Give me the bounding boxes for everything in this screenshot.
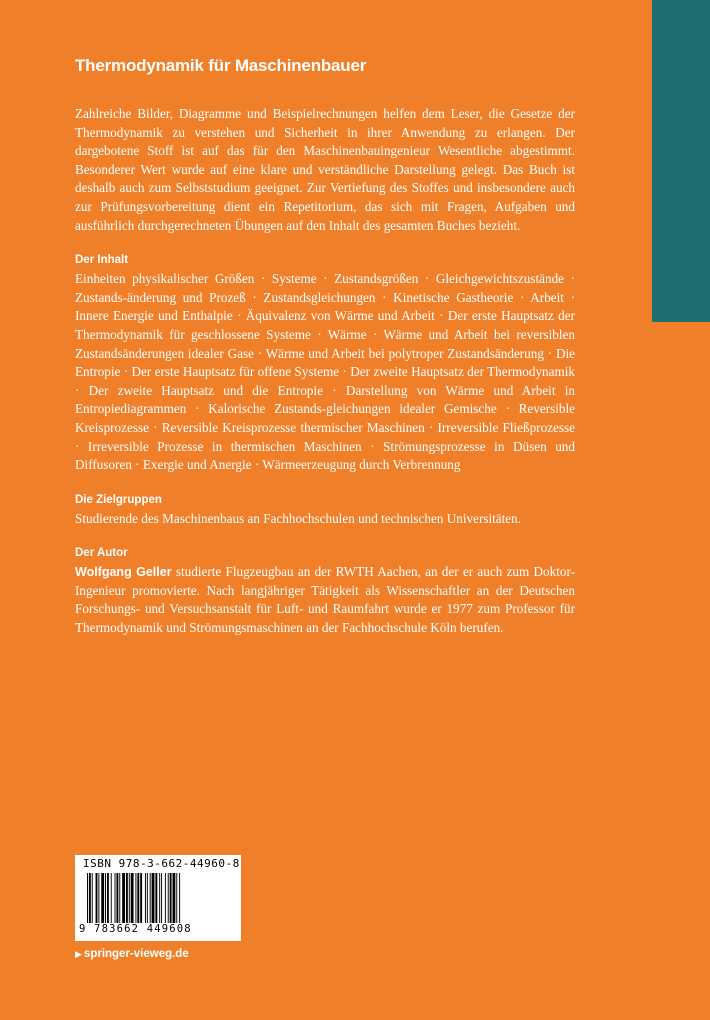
barcode-bar [179, 873, 180, 923]
section-heading-zielgruppen: Die Zielgruppen [75, 493, 162, 506]
barcode-bar [173, 873, 176, 923]
barcode-bar [140, 873, 142, 923]
barcode-bar [92, 873, 93, 923]
barcode-bar [129, 873, 130, 923]
barcode-bar [126, 873, 128, 923]
barcode-bar [152, 873, 155, 923]
isbn-barcode [75, 855, 241, 941]
isbn-label: ISBN 978-3-662-44960-8 [83, 857, 240, 870]
section-heading-inhalt: Der Inhalt [75, 254, 129, 267]
barcode-bars [87, 873, 235, 923]
barcode-bar [122, 873, 125, 923]
intro-paragraph: Zahlreiche Bilder, Diagramme und Beispielrechnungen helfen dem Leser, die Gesetze der Thermodynamik zu verstehen und Sicherheit in ihrer Anwendung zu erlangen. Der dargebotene Stoff ist auf das für den Maschinenbauingenieur Wesentliche abgestimmt. Besonderer Wert wurde auf eine klare und verständliche Darstellung gelegt. Das Buch ist deshalb auch zum Selbststudium geeignet. Zur Vertiefung des Stoffes und insbesondere auch zur Prüfungsvorbereitung dient ein Repetitorium, das sich mit Fragen, Aufgaben und ausführlich durchgerechneten Übungen auf den Inhalt des gesamten Buches bezieht. [75, 106, 575, 233]
barcode-bar [145, 873, 146, 923]
inhalt-paragraph: Einheiten physikalischer Größen · Systeme · Zustandsgrößen · Gleichgewichtszustände · Zustands-änderung und Prozeß · Zustandsgleichungen · Kinetische Gastheorie · Arbeit · Innere Energie und Enthalpie · Äquivalenz von Wärme und Arbeit · Der erste Hauptsatz der Thermodynamik für geschlossene Systeme · Wärme · Wärme und Arbeit bei reversiblen Zustandsänderungen idealer Gase · Wärme und Arbeit bei polytroper Zustandsänderung · Die Entropie · Der erste Hauptsatz für offene Systeme · Der zweite Hauptsatz der Thermodynamik · Der zweite Hauptsatz und die Entropie · Darstellung von Wärme und Arbeit in Entropiediagrammen · Kalorische Zustands-gleichungen idealer Gemische · Reversible Kreisprozesse · Reversible Kreisprozesse thermischer Maschinen · Irreversible Fließprozesse · Irreversible Prozesse in thermischen Maschinen · Strömungsprozesse in Düsen und Diffusoren · Exergie und Anergie · Wärmeerzeugung durch Verbrennung [75, 271, 575, 473]
barcode-digits: 9 783662 449608 [79, 923, 192, 935]
barcode-bar [147, 873, 148, 923]
barcode-bar [155, 873, 157, 923]
barcode-bar [135, 873, 136, 923]
website-link[interactable] [75, 948, 189, 960]
triangle-right-icon: ▶ [75, 949, 82, 959]
zielgruppen-paragraph: Studierende des Maschinenbaus an Fachhochschulen und technischen Universitäten. [75, 510, 522, 526]
barcode-bar [87, 873, 88, 923]
website-text: springer-vieweg.de [83, 948, 189, 960]
barcode-bar [116, 873, 118, 923]
barcode-bar [150, 873, 151, 923]
barcode-bar [119, 873, 120, 923]
barcode-bar [101, 873, 104, 923]
accent-bar [652, 0, 710, 322]
barcode-bar [159, 873, 160, 923]
barcode-bar [176, 873, 177, 923]
autor-paragraph [75, 563, 575, 637]
barcode-bar [165, 873, 166, 923]
barcode-bar [98, 873, 99, 923]
main-content [75, 105, 575, 638]
author-name: Wolfgang Geller [75, 565, 172, 580]
barcode-bar [115, 873, 116, 923]
barcode-bar [168, 873, 169, 923]
barcode-bar [89, 873, 91, 923]
barcode-bar [131, 873, 134, 923]
barcode-bar [161, 873, 162, 923]
section-heading-autor: Der Autor [75, 547, 128, 560]
barcode-bar [137, 873, 139, 923]
barcode-bar [107, 873, 109, 923]
barcode-bar [170, 873, 172, 923]
barcode-bar [96, 873, 98, 923]
barcode-bar [105, 873, 106, 923]
barcode-bar [111, 873, 112, 923]
page-title: Thermodynamik für Maschinenbauer [75, 56, 367, 75]
author-bio: studierte Flugzeugbau an der RWTH Aachen, an der er auch zum Doktor-Ingenieur promovierte. Nach langjähriger Tätigkeit als Wissenschaftler an der Deutschen Forschungs- und Versuchsanstalt für Luft- und Raumfahrt wurde er 1977 zum Professor für Thermodynamik und Strömungsmaschinen an der Fachhochschule Köln berufen. [75, 564, 575, 636]
